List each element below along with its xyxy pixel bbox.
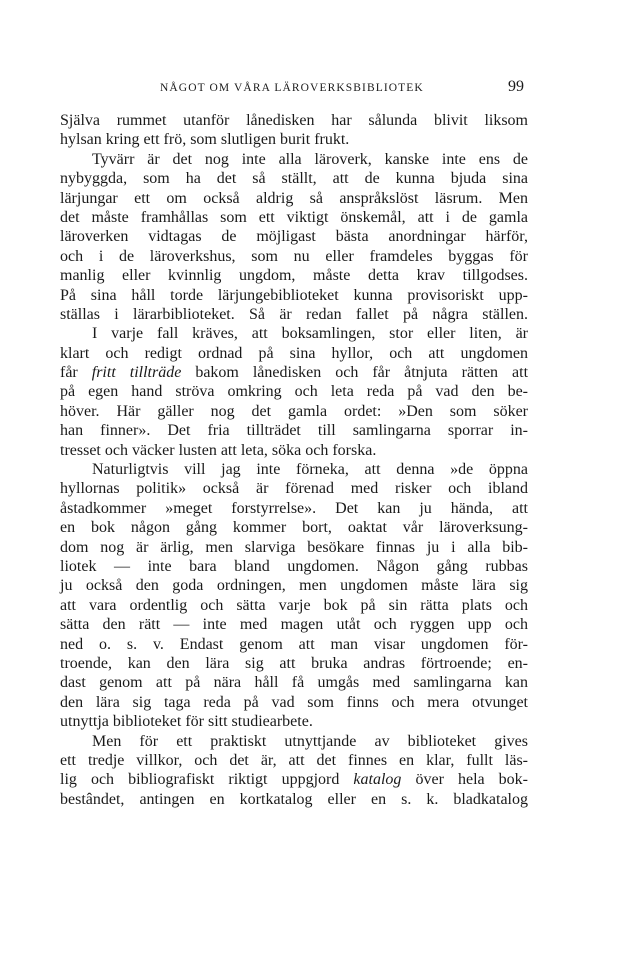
body-text	[60, 111, 528, 809]
text-fragment: lig och bibliografiskt riktigt uppgjord	[60, 771, 354, 789]
text-line: hyllornas politik» också är förenad med risker och ibland	[60, 480, 528, 498]
text-line: höver. Här gäller nog det gamla ordet: »Den som söker	[60, 402, 528, 420]
text-line: troende, kan den lära sig att bruka andras förtroende; en-	[60, 654, 528, 672]
text-line: ett tredje villkor, och det är, att det finnes en klar, fullt läs-	[60, 751, 528, 769]
text-line: läroverken vidtagas de möjligast bästa anordningar härför,	[60, 228, 528, 246]
text-line: På sina håll torde lärjungebiblioteket kunna provisoriskt upp-	[60, 286, 528, 304]
text-line: den lära sig taga reda på vad som finns och mera otvunget	[60, 693, 528, 711]
text-line: en bok någon gång kommer bort, oaktat vår läroverksung-	[60, 519, 528, 537]
paragraph-5	[60, 732, 528, 810]
text-fragment: över hela bok-	[401, 771, 528, 789]
running-head: NÅGOT OM VÅRA LÄROVERKSBIBLIOTEK	[160, 82, 424, 94]
text-line: ju också den goda ordningen, men ungdomen måste lära sig	[60, 577, 528, 595]
paragraph-3	[60, 324, 528, 460]
text-line: dast genom att på nära håll få umgås med samlingarna kan	[60, 674, 528, 692]
text-line	[60, 770, 528, 789]
text-line: hylsan kring ett frö, som slutligen burit frukt.	[60, 131, 350, 149]
text-line: lärjungar ett om också aldrig så anspråkslöst läsrum. Men	[60, 189, 528, 207]
text-line: ställas i lärarbiblioteket. Så är redan fallet på några ställen.	[60, 305, 528, 323]
text-fragment: får	[60, 364, 92, 382]
text-line: manlig eller kvinnlig ungdom, måste detta krav tillgodses.	[60, 267, 528, 285]
text-fragment: bakom lånedisken och får åtnjuta rätten att	[195, 364, 529, 382]
text-line: dom nog är ärlig, men slarviga besökare finnas ju i alla bib-	[60, 538, 528, 556]
book-page	[60, 78, 528, 809]
paragraph-2	[60, 150, 528, 325]
page-number: 99	[508, 78, 524, 95]
paragraph-4	[60, 460, 528, 731]
text-line: nybyggda, som ha det så ställt, att de kunna bjuda sina	[60, 170, 528, 188]
text-line: på egen hand ströva omkring och leta reda på vad den be-	[60, 383, 528, 401]
text-line: liotek — inte bara bland ungdomen. Någon gång rubbas	[60, 557, 528, 575]
text-line: bestândet, antingen en kortkatalog eller en s. k. bladkatalog	[60, 790, 528, 808]
text-line: ned o. s. v. Endast genom att man visar ungdomen för-	[60, 635, 528, 653]
text-line: Men för ett praktiskt utnyttjande av biblioteket gives	[92, 732, 528, 750]
text-line: han finner». Det fria tillträdet till samlingarna sporrar in-	[60, 422, 528, 440]
text-line: åstadkommer »meget forstyrrelse». Det kan ju hända, att	[60, 499, 528, 517]
text-line: det måste framhållas som ett viktigt önskemål, att i de gamla	[60, 208, 528, 226]
text-line: och i de läroverkshus, som nu eller framdeles byggas för	[60, 247, 528, 265]
text-line: tresset och väcker lusten att leta, söka och forska.	[60, 441, 377, 459]
text-line: utnyttja biblioteket för sitt studiearbete.	[60, 713, 313, 731]
text-line: Själva rummet utanför lånedisken har sålunda blivit liksom	[60, 112, 528, 129]
italic-phrase: katalog	[353, 771, 402, 789]
text-line: sätta den rätt — inte med magen utåt och ryggen upp och	[60, 616, 528, 634]
text-line	[60, 363, 528, 382]
text-line: Naturligtvis vill jag inte förneka, att denna »de öppna	[92, 461, 528, 479]
text-line: I varje fall kräves, att boksamlingen, stor eller liten, är	[92, 325, 528, 343]
text-line: att vara ordentlig och sätta varje bok på sin rätta plats och	[60, 596, 528, 614]
page-header	[60, 78, 528, 100]
text-line: Tyvärr är det nog inte alla läroverk, kanske inte ens de	[92, 150, 528, 168]
italic-phrase: fritt tillträde	[91, 364, 182, 382]
paragraph-1	[60, 111, 528, 150]
text-line: klart och redigt ordnad på sina hyllor, och att ungdomen	[60, 344, 528, 362]
